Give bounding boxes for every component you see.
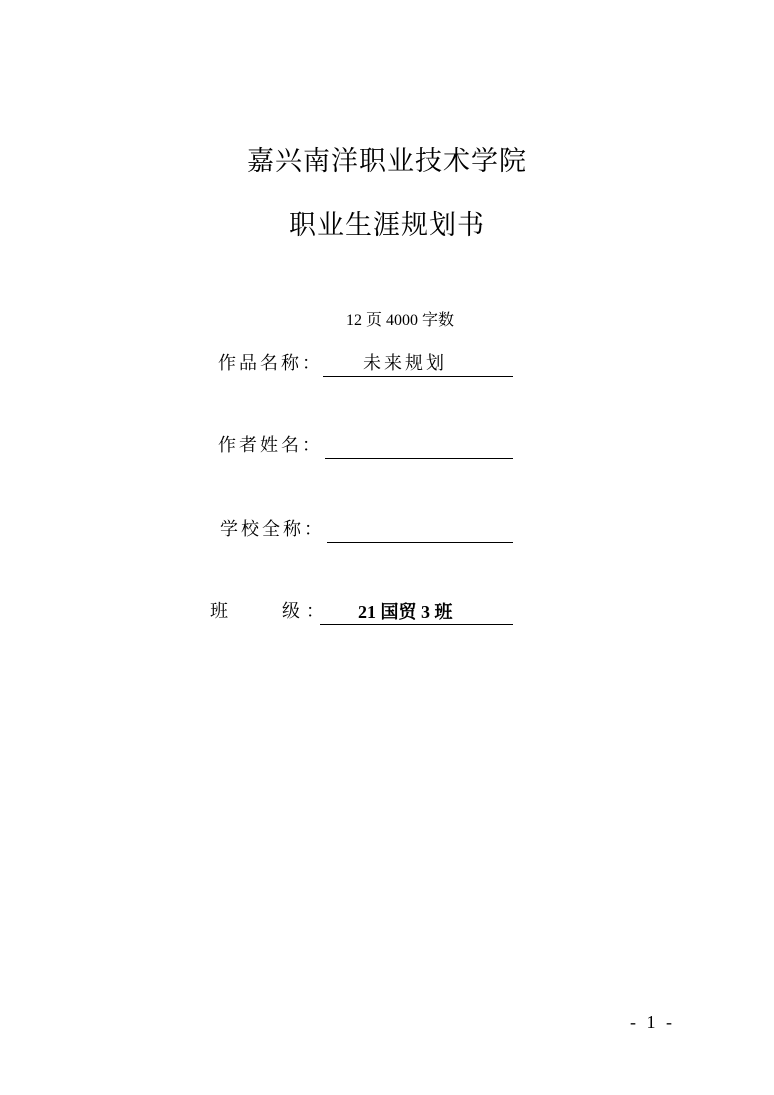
school-name-label: 学校全称：	[220, 519, 325, 540]
class-value: 21 国贸 3 班	[358, 602, 453, 622]
work-name-value: 未来规划	[363, 353, 447, 374]
author-name-underline	[325, 434, 513, 459]
school-title: 嘉兴南洋职业技术学院	[247, 146, 527, 177]
class-row	[210, 597, 520, 625]
page-word-count: 12 页 4000 字数	[345, 312, 454, 329]
work-name-label: 作品名称：	[218, 353, 323, 374]
work-name-row	[218, 349, 518, 377]
author-name-row	[218, 431, 518, 459]
page-number: - 1 -	[630, 1012, 675, 1032]
school-name-underline	[327, 518, 513, 543]
author-name-label: 作者姓名：	[218, 435, 323, 456]
document-title: 职业生涯规划书	[289, 210, 485, 241]
school-name-row	[220, 515, 520, 543]
class-label: 班 级：	[210, 601, 330, 622]
